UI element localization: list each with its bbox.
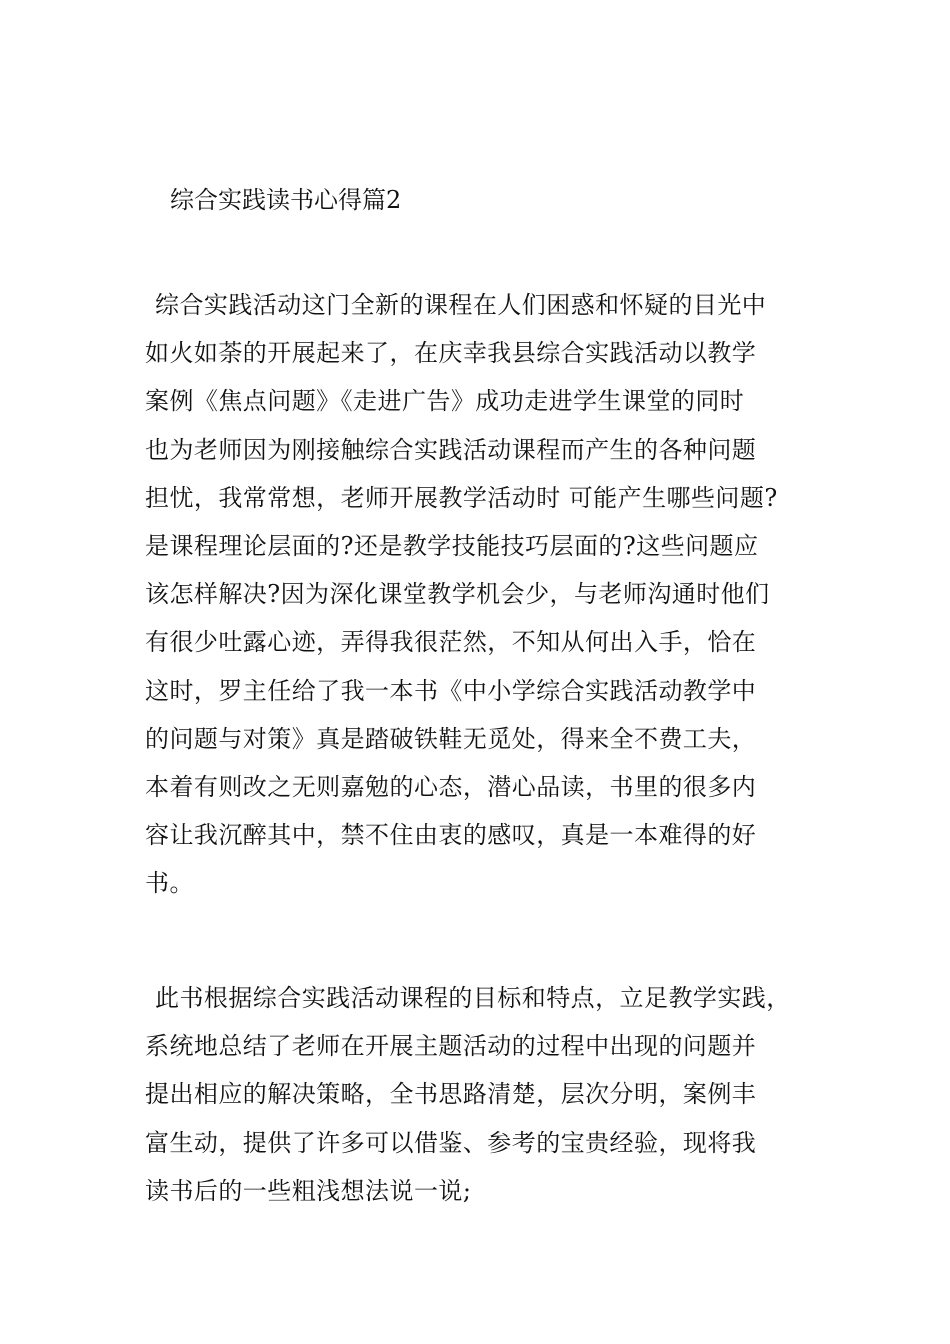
paragraph-line: 富生动，提供了许多可以借鉴、参考的宝贵经验，现将我 bbox=[145, 1128, 757, 1157]
paragraph-line: 如火如荼的开展起来了，在庆幸我县综合实践活动以教学 bbox=[145, 339, 757, 368]
paragraph-line: 容让我沉醉其中，禁不住由衷的感叹，真是一本难得的好 bbox=[145, 821, 757, 850]
paragraph-line: 有很少吐露心迹，弄得我很茫然，不知从何出入手，恰在 bbox=[145, 628, 757, 657]
paragraph-line: 该怎样解决?因为深化课堂教学机会少，与老师沟通时他们 bbox=[145, 580, 770, 609]
paragraph-line: 提出相应的解决策略，全书思路清楚，层次分明，案例丰 bbox=[145, 1080, 757, 1109]
paragraph-line: 书。 bbox=[145, 869, 194, 898]
paragraph-2 bbox=[145, 974, 845, 1215]
paragraph-line: 也为老师因为刚接触综合实践活动课程而产生的各种问题 bbox=[145, 435, 757, 464]
paragraph-line: 这时，罗主任给了我一本书《中小学综合实践活动教学中 bbox=[145, 676, 757, 705]
paragraph-line: 的问题与对策》真是踏破铁鞋无觅处，得来全不费工夫， bbox=[145, 724, 757, 753]
paragraph-line: 此书根据综合实践活动课程的目标和特点，立足教学实践， bbox=[155, 984, 791, 1012]
paragraph-line: 综合实践活动这门全新的课程在人们困惑和怀疑的目光中 bbox=[155, 291, 767, 319]
paragraph-line: 读书后的一些粗浅想法说一说; bbox=[145, 1176, 472, 1205]
paragraph-line: 担忧，我常常想，老师开展教学活动时 可能产生哪些问题? bbox=[145, 483, 778, 512]
paragraph-line: 案例《焦点问题》《走进广告》成功走进学生课堂的同时 bbox=[145, 387, 745, 416]
paragraph-line: 是课程理论层面的?还是教学技能技巧层面的?这些问题应 bbox=[145, 531, 759, 560]
paragraph-1 bbox=[145, 281, 845, 907]
paragraph-line: 系统地总结了老师在开展主题活动的过程中出现的问题并 bbox=[145, 1032, 757, 1061]
document-title: 综合实践读书心得篇2 bbox=[170, 186, 402, 214]
paragraph-line: 本着有则改之无则嘉勉的心态，潜心品读，书里的很多内 bbox=[145, 772, 757, 801]
